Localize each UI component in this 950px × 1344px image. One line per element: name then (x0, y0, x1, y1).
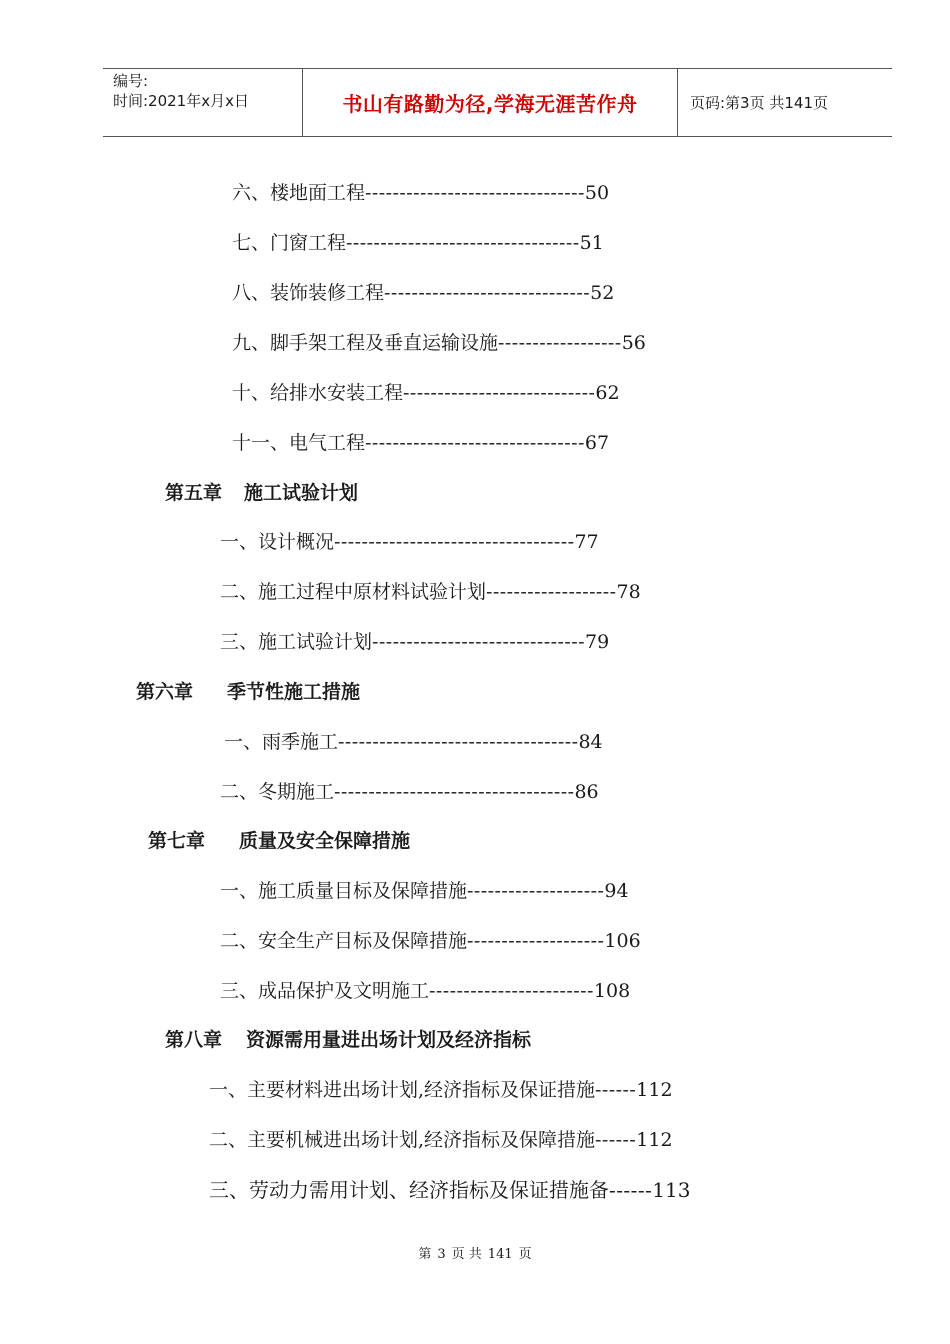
toc-leader: ------------------------------- (372, 631, 585, 653)
toc-leader: -------------------- (467, 880, 605, 902)
toc-entry-title: 八、装饰装修工程 (232, 282, 385, 304)
toc-entry-title: 七、门窗工程 (232, 232, 347, 254)
toc-page-number: 94 (604, 880, 629, 902)
chapter-title: 资源需用量进出场计划及经济指标 (246, 1029, 532, 1051)
toc-entry-title: 六、楼地面工程 (232, 182, 366, 204)
chapter-heading[interactable] (136, 680, 360, 704)
toc-page-number: 62 (595, 382, 620, 404)
toc-entry[interactable] (232, 331, 646, 355)
toc-leader: ------------------ (498, 332, 622, 354)
chapter-number: 第五章 (165, 482, 223, 504)
footer-suffix: 页 (518, 1247, 532, 1262)
toc-page-number: 106 (604, 930, 641, 952)
toc-leader: ---------------------------------- (346, 232, 580, 254)
toc-leader: ---------------------------- (403, 382, 596, 404)
toc-entry[interactable] (209, 1128, 673, 1152)
toc-entry[interactable] (220, 780, 599, 804)
toc-page-number: 50 (584, 182, 610, 204)
toc-leader: ------------------------------ (384, 282, 591, 304)
toc-entry[interactable] (232, 281, 614, 305)
toc-entry-title: 一、设计概况 (220, 531, 335, 553)
toc-page-number: 51 (579, 232, 604, 254)
page-header (103, 68, 892, 137)
toc-entry-title: 二、安全生产目标及保障措施 (220, 930, 468, 952)
chapter-heading[interactable] (165, 1028, 531, 1052)
toc-entry-title: 三、劳动力需用计划、经济指标及保证措施备 (209, 1178, 609, 1202)
toc-entry[interactable] (209, 1078, 673, 1102)
toc-entry[interactable] (220, 979, 630, 1003)
toc-entry[interactable] (232, 381, 620, 405)
toc-leader: -------------------------------- (365, 182, 585, 204)
toc-page-number: 108 (593, 980, 631, 1002)
toc-leader: ----------------------------------- (334, 531, 575, 553)
toc-entry-title: 一、施工质量目标及保障措施 (220, 880, 468, 902)
toc-page-number: 84 (578, 731, 603, 753)
chapter-title: 质量及安全保障措施 (239, 830, 411, 852)
footer-current-page: 3 (437, 1247, 446, 1262)
page-footer (0, 1247, 950, 1263)
toc-leader: ------------------------ (429, 980, 594, 1002)
toc-entry-title: 十一、电气工程 (232, 432, 366, 454)
toc-entry[interactable] (209, 1178, 690, 1202)
header-motto: 书山有路勤为径,学海无涯苦作舟 (303, 69, 678, 136)
toc-leader: ----------------------------------- (338, 731, 579, 753)
toc-entry-title: 十、给排水安装工程 (232, 382, 404, 404)
toc-leader: -------------------------------- (365, 432, 585, 454)
toc-page-number: 113 (652, 1178, 691, 1202)
footer-prefix: 第 (418, 1247, 432, 1262)
toc-page-number: 79 (584, 631, 610, 653)
chapter-heading[interactable] (165, 481, 358, 505)
toc-leader: ------ (595, 1079, 637, 1101)
toc-entry[interactable] (220, 630, 609, 654)
toc-entry[interactable] (220, 580, 641, 604)
toc-page-number: 56 (621, 332, 646, 354)
time-label: 时间:2021年x月x日 (113, 92, 249, 110)
toc-entry-title: 二、冬期施工 (220, 781, 335, 803)
toc-entry[interactable] (224, 730, 603, 754)
toc-entry-title: 一、主要材料进出场计划,经济指标及保证措施 (209, 1079, 596, 1101)
footer-total-pages: 141 (487, 1247, 513, 1262)
footer-mid: 页 共 (451, 1247, 482, 1262)
chapter-number: 第六章 (136, 681, 194, 703)
chapter-number: 第七章 (148, 830, 206, 852)
chapter-title: 施工试验计划 (244, 482, 359, 504)
toc-leader: ------------------- (486, 581, 617, 603)
toc-entry-title: 二、主要机械进出场计划,经济指标及保障措施 (209, 1129, 596, 1151)
toc-entry-title: 九、脚手架工程及垂直运输设施 (232, 332, 499, 354)
toc-page-number: 78 (616, 581, 641, 603)
chapter-number: 第八章 (165, 1029, 223, 1051)
toc-entry-title: 三、成品保护及文明施工 (220, 980, 430, 1002)
toc-leader: ----------------------------------- (334, 781, 575, 803)
toc-entry[interactable] (232, 181, 609, 205)
toc-entry[interactable] (232, 431, 609, 455)
toc-page-number: 86 (574, 781, 599, 803)
toc-leader: -------------------- (467, 930, 605, 952)
toc-page-number: 52 (590, 282, 615, 304)
header-page-info: 页码:第3页 共141页 (690, 94, 828, 112)
toc-entry[interactable] (220, 879, 629, 903)
chapter-title: 季节性施工措施 (227, 681, 361, 703)
toc-entry-title: 二、施工过程中原材料试验计划 (220, 581, 487, 603)
toc-page-number: 67 (584, 432, 610, 454)
toc-page-number: 77 (574, 531, 599, 553)
toc-entry-title: 一、雨季施工 (224, 731, 339, 753)
toc-entry[interactable] (220, 530, 599, 554)
toc-page-number: 112 (636, 1079, 673, 1101)
number-label: 编号: (113, 72, 149, 90)
header-meta (103, 69, 303, 136)
toc-entry[interactable] (220, 929, 641, 953)
toc-entry[interactable] (232, 231, 604, 255)
toc-page-number: 112 (636, 1129, 673, 1151)
chapter-heading[interactable] (148, 829, 410, 853)
toc-leader: ------ (595, 1129, 637, 1151)
toc-entry-title: 三、施工试验计划 (220, 631, 373, 653)
toc-leader: ------ (609, 1178, 653, 1202)
